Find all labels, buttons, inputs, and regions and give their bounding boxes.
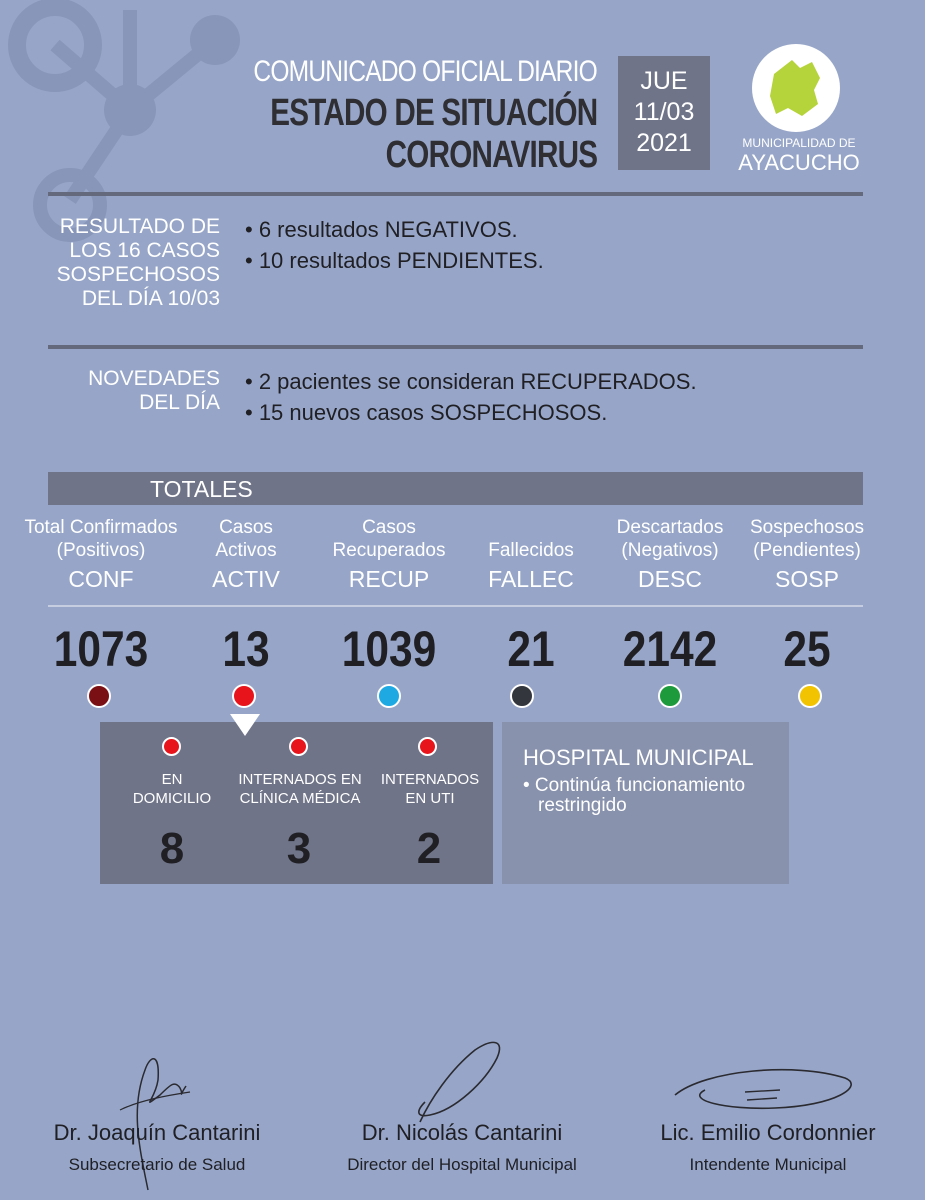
sub-label-line: EN UTI	[405, 790, 455, 807]
status-dot-fallec	[510, 684, 534, 708]
signer-name-2: Dr. Nicolás Cantarini	[361, 1120, 563, 1145]
hospital-title: HOSPITAL MUNICIPAL	[523, 745, 754, 770]
sub-label-line: CLÍNICA MÉDICA	[239, 790, 361, 807]
signature-cordonnier	[665, 1060, 865, 1120]
status-dot-uti	[418, 737, 437, 756]
col-fallec-header	[451, 516, 611, 593]
resultado-label-line: LOS 16 CASOS	[69, 239, 220, 262]
col-label: (Negativos)	[621, 540, 719, 561]
col-abbr: SOSP	[775, 566, 839, 592]
bullet-item: • 15 nuevos casos SOSPECHOSOS.	[245, 400, 608, 425]
col-label: Total Confirmados	[24, 517, 178, 538]
signer-role-1: Subsecretario de Salud	[68, 1155, 246, 1174]
value-clinica: 3	[286, 824, 312, 873]
col-label: Sospechosos	[749, 517, 865, 538]
resultado-label-line: DEL DÍA 10/03	[81, 287, 220, 310]
hospital-note	[523, 776, 745, 816]
resultado-label-line: RESULTADO DE	[59, 215, 220, 238]
signature-cantarini-n	[405, 1030, 515, 1130]
divider-middle	[48, 345, 863, 349]
col-abbr: CONF	[68, 566, 134, 592]
sub-label-line: EN	[161, 771, 183, 788]
col-label: (Pendientes)	[753, 540, 861, 561]
hospital-note-line: • Continúa funcionamiento	[523, 775, 746, 796]
novedades-label-line: DEL DÍA	[139, 391, 220, 414]
signer-role-2: Director del Hospital Municipal	[347, 1155, 577, 1174]
hospital-note-line: restringido	[538, 795, 627, 816]
col-label: Descartados	[616, 517, 724, 538]
bullet-item: • 6 resultados NEGATIVOS.	[245, 217, 518, 242]
logo-text-bottom: AYACUCHO	[738, 150, 860, 175]
col-label: Activos	[215, 540, 277, 561]
col-label: Recuperados	[332, 540, 446, 561]
sub-label-line: DOMICILIO	[132, 790, 212, 807]
value-domicilio: 8	[159, 824, 185, 873]
header-subtitle: COMUNICADO OFICIAL DIARIO	[253, 55, 597, 88]
col-conf-header	[21, 516, 181, 593]
resultado-bullets	[245, 214, 544, 276]
col-abbr: DESC	[638, 566, 702, 592]
col-abbr: RECUP	[348, 566, 430, 592]
date-year: 2021	[636, 129, 692, 157]
col-abbr: ACTIV	[212, 566, 280, 592]
novedades-label	[88, 367, 220, 415]
novedades-label-line: NOVEDADES	[88, 367, 220, 390]
col-label: (Positivos)	[56, 540, 146, 561]
col-label	[451, 516, 611, 539]
signer-name-1: Dr. Joaquín Cantarini	[53, 1120, 261, 1145]
status-dot-clinica	[289, 737, 308, 756]
col-label: Casos	[362, 517, 416, 538]
header-title-line1: ESTADO DE SITUACIÓN	[269, 92, 597, 134]
divider-top	[48, 192, 863, 196]
status-dot-recup	[377, 684, 401, 708]
value-activ: 13	[222, 621, 270, 677]
col-label: Fallecidos	[488, 540, 574, 561]
col-recup-header	[309, 516, 469, 593]
status-dot-desc	[658, 684, 682, 708]
sub-label-domicilio	[112, 770, 232, 808]
col-abbr: FALLEC	[488, 566, 574, 592]
header-title-line2: CORONAVIRUS	[385, 134, 597, 176]
date-day: JUE	[640, 67, 688, 95]
logo-text-top: MUNICIPALIDAD DE	[742, 136, 856, 150]
pointer-triangle-icon	[230, 714, 260, 738]
col-activ-header	[166, 516, 326, 593]
sub-label-uti	[374, 770, 486, 808]
signer-name-3: Lic. Emilio Cordonnier	[660, 1120, 876, 1145]
value-fallec: 21	[507, 621, 555, 677]
totals-title: TOTALES	[150, 476, 253, 502]
value-desc: 2142	[622, 621, 718, 677]
col-sosp-header	[727, 516, 887, 593]
value-conf: 1073	[53, 621, 149, 677]
status-dot-conf	[87, 684, 111, 708]
sub-label-line: INTERNADOS EN	[238, 771, 362, 788]
value-recup: 1039	[341, 621, 437, 677]
date-date: 11/03	[633, 98, 695, 126]
totals-divider	[48, 605, 863, 607]
sub-label-line: INTERNADOS	[380, 771, 480, 788]
municipality-logo	[752, 44, 840, 132]
date-badge	[618, 56, 710, 170]
value-uti: 2	[416, 824, 442, 873]
bullet-item: • 2 pacientes se consideran RECUPERADOS.	[245, 369, 697, 394]
resultado-label	[57, 215, 220, 311]
resultado-label-line: SOSPECHOSOS	[56, 263, 220, 286]
value-sosp: 25	[783, 621, 831, 677]
signer-role-3: Intendente Municipal	[689, 1155, 847, 1174]
logo-shape-icon	[752, 44, 840, 132]
sub-label-clinica	[232, 770, 368, 808]
novedades-bullets	[245, 366, 697, 428]
col-label: Casos	[219, 517, 273, 538]
status-dot-sosp	[798, 684, 822, 708]
status-dot-activ	[232, 684, 256, 708]
bullet-item: • 10 resultados PENDIENTES.	[245, 248, 544, 273]
col-desc-header	[590, 516, 750, 593]
status-dot-domicilio	[162, 737, 181, 756]
